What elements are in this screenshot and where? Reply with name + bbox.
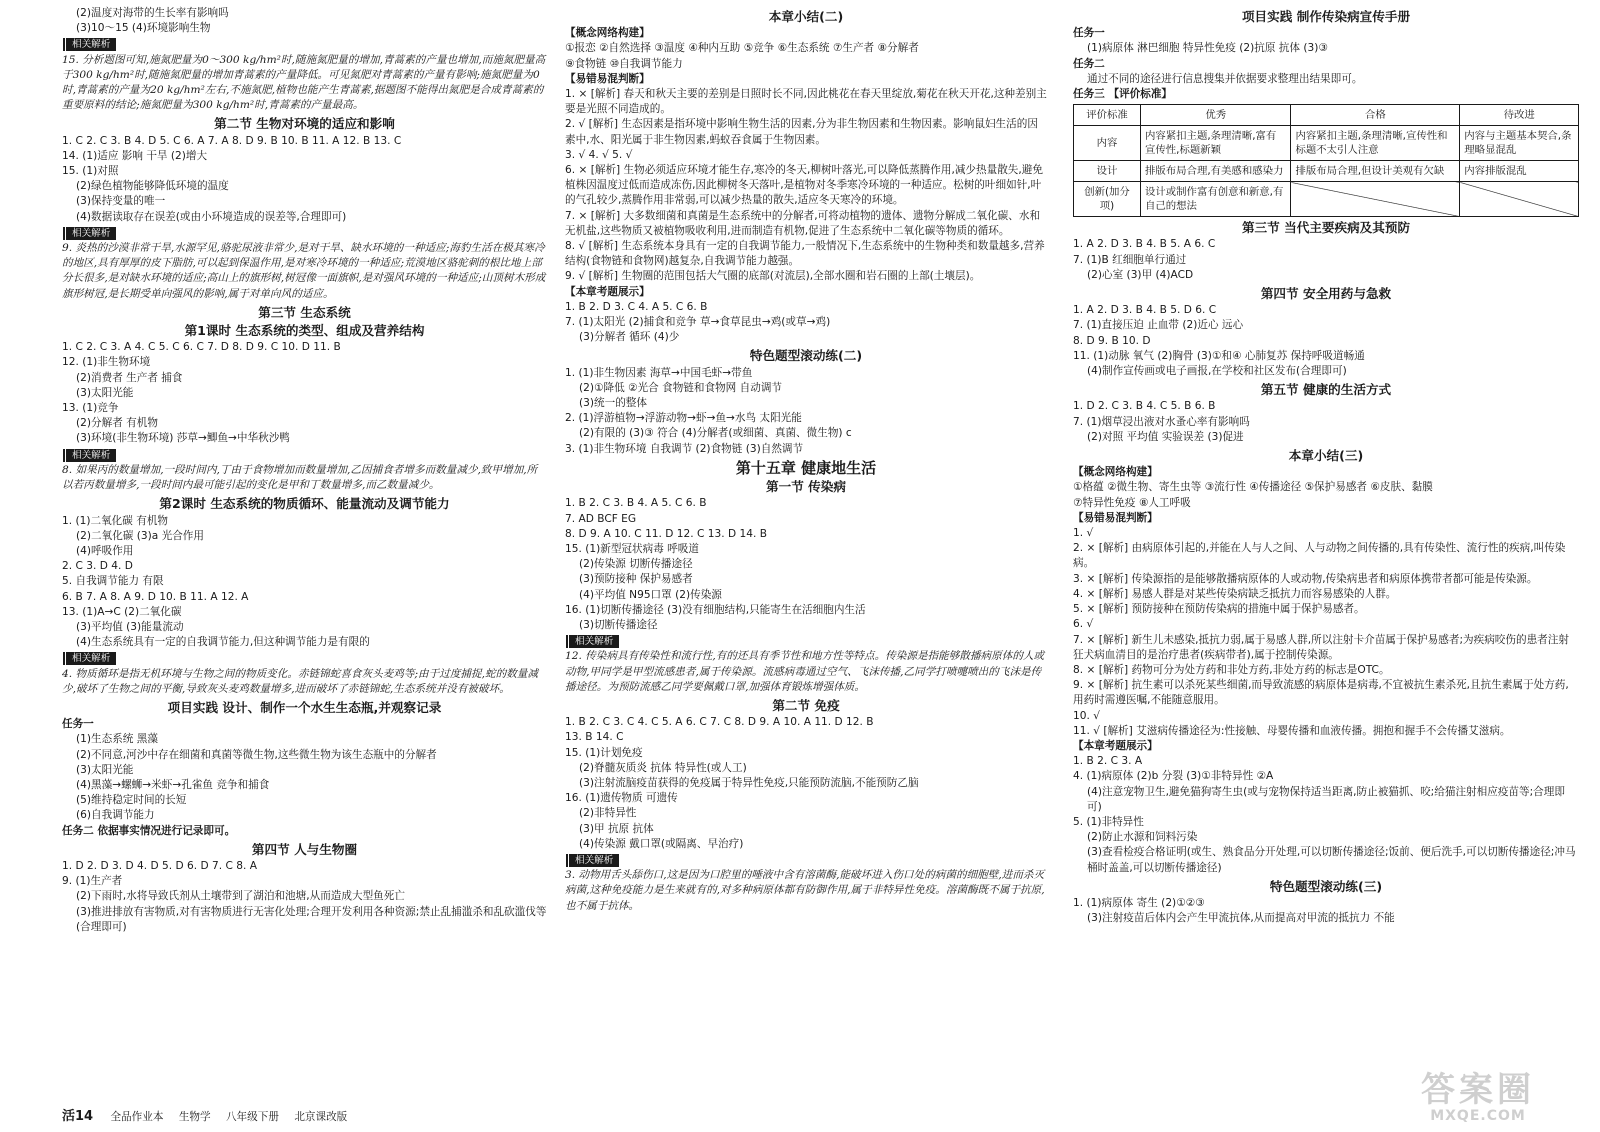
- answer-line: (4)呼吸作用: [76, 544, 134, 557]
- table-cell: 内容排版混乱: [1460, 161, 1579, 182]
- answer-line: 5. 自我调节能力 有限: [62, 575, 164, 588]
- table-cell: 排版布局合理,有美感和感染力: [1141, 161, 1291, 182]
- answer-line: 3. (1)非生物环境 自我调节 (2)食物链 (3)自然调节: [565, 442, 804, 455]
- answer-line: (1)病原体 淋巴细胞 特异性免疫 (2)抗原 抗体 (3)③: [1087, 42, 1328, 55]
- task-label: 任务二 依据事实情况进行记录即可。: [62, 824, 236, 837]
- answer-line: 16. (1)切断传播途径 (3)没有细胞结构,只能寄生在活细胞内生活: [565, 603, 866, 616]
- table-header-cell: 合格: [1291, 105, 1460, 126]
- chapter-heading: 第十五章 健康地生活: [735, 458, 877, 477]
- answer-line: (3)查看检疫合格证明(或生、熟食品分开处理,可以切断传播途径;饭前、便后洗手,可以切断传播途径;冲马桶时盖盖,可以切断传播途径): [1087, 846, 1576, 874]
- analysis-tag: 相关解析: [62, 449, 116, 462]
- task-label: 任务二: [1073, 57, 1105, 70]
- answer-line: 8. D 9. A 10. C 11. D 12. C 13. D 14. B: [565, 527, 768, 540]
- analysis-tag: 相关解析: [62, 652, 116, 665]
- answer-line: 8. D 9. B 10. D: [1073, 334, 1151, 347]
- answer-line: (2)温度对海带的生长率有影响吗: [76, 7, 229, 19]
- answer-line: 13. (1)A→C (2)二氧化碳: [62, 605, 182, 618]
- answer-line: 16. (1)遗传物质 可遗传: [565, 792, 678, 805]
- answer-line: (3)注射流脑疫苗获得的免疫属于特异性免疫,只能预防流脑,不能预防乙脑: [579, 776, 919, 789]
- subsection-label: 【本章考题展示】: [1073, 739, 1158, 752]
- answer-line: (3)甲 抗原 抗体: [579, 822, 654, 835]
- answer-line: 15. (1)计划免疫: [565, 746, 643, 759]
- table-row: [1074, 126, 1579, 161]
- table-row-header: 创新(加分项): [1074, 182, 1141, 217]
- explanation-paragraph: 9. 炎热的沙漠非常干旱,水源罕见,骆驼尿液非常少,是对干旱、缺水环境的一种适应;海豹生活在极其寒冷的地区,具有厚厚的皮下脂肪,可以起到保温作用,是对寒冷环境的一种适应;荒漠地区骆驼刺的根比地上部分长很多,是对缺水环境的适应;高山上的旗形树,树冠像一面旗帜,是对强风环境的一种适应;山顶树木形成旗形树冠,是长期受单向强风的影响,属于对单向风的适应。: [62, 242, 546, 300]
- task-label: 任务一: [62, 718, 94, 731]
- judgement-item: 3. √ 4. √ 5. √: [565, 148, 633, 161]
- analysis-tag: 相关解析: [62, 227, 116, 240]
- table-header-cell: 优秀: [1141, 105, 1291, 126]
- judgement-item: 8. √ [解析] 生态系统本身具有一定的自我调节能力,一般情况下,生态系统中的生物种类和数量越多,营养结构(食物链和食物网)越复杂,自我调节能力越强。: [565, 240, 1045, 268]
- answer-line: (6)自我调节能力: [76, 809, 155, 822]
- watermark-text: 答案圈: [1421, 1070, 1535, 1110]
- table-cell: 设计或制作富有创意和新意,有自己的想法: [1141, 182, 1291, 217]
- judgement-item: 4. × [解析] 易感人群是对某些传染病缺乏抵抗力而容易感染的人群。: [1073, 587, 1397, 600]
- table-row-header: 内容: [1074, 126, 1141, 161]
- lesson-heading: 第1课时 生态系统的类型、组成及营养结构: [184, 323, 425, 339]
- answer-line: (4)注意宠物卫生,避免猫狗寄生虫(或与宠物保持适当距离,防止被猫抓、咬;给猫注射相应疫苗等;合理即可): [1087, 785, 1565, 813]
- answer-line: 1. C 2. C 3. B 4. D 5. C 6. A 7. A 8. D 9. B 10. B 11. A 12. B 13. C: [62, 134, 402, 147]
- answer-line: 9. (1)生产者: [62, 875, 123, 888]
- answer-column-3: [1073, 6, 1579, 1102]
- table-header-cell: 待改进: [1460, 105, 1579, 126]
- answer-line: 12. (1)非生物环境: [62, 356, 151, 369]
- judgement-item: 7. × [解析] 大多数细菌和真菌是生态系统中的分解者,可将动植物的遗体、遗物分解成二氧化碳、水和无机盐,这些物质又被植物吸收利用,进而制造有机物,促进了生态系统中二氧化碳等物质的循环。: [565, 209, 1041, 237]
- subsection-label: 【概念网络构建】: [565, 27, 650, 40]
- subsection-label: 【易错易混判断】: [1073, 511, 1158, 524]
- answer-line: (3)环境(非生物环境) 莎草→鲫鱼→中华秋沙鸭: [76, 432, 290, 445]
- answer-line: 1. (1)病原体 寄生 (2)①②③: [1073, 896, 1205, 909]
- analysis-tag: 相关解析: [62, 38, 116, 51]
- judgement-item: 5. × [解析] 预防接种在预防传染病的措施中属于保护易感者。: [1073, 603, 1365, 616]
- answer-line: 15. (1)新型冠状病毒 呼吸道: [565, 542, 699, 555]
- book-edition: 北京课改版: [294, 1111, 348, 1123]
- analysis-tag: 相关解析: [565, 854, 619, 867]
- answer-line: 7. (1)B 红细胞单行通过: [1073, 253, 1187, 266]
- table-row: [1074, 182, 1579, 217]
- answer-line: 7. (1)直接压迫 止血带 (2)近心 远心: [1073, 319, 1244, 332]
- answer-line: 通过不同的途径进行信息搜集并依据要求整理出结果即可。: [1087, 72, 1363, 85]
- table-cell: 内容与主题基本契合,条理略显混乱: [1460, 126, 1579, 161]
- section-heading: 特色题型滚动练(二): [749, 348, 863, 364]
- section-heading: 第四节 人与生物圈: [251, 841, 358, 857]
- judgement-item: 2. × [解析] 由病原体引起的,并能在人与人之间、人与动物之间传播的,具有传染性、流行性的疾病,叫传染病。: [1073, 542, 1566, 570]
- answer-line: 13. B 14. C: [565, 731, 624, 744]
- answer-line: ⑦特异性免疫 ⑧人工呼吸: [1073, 496, 1191, 509]
- answer-line: (3)统一的整体: [579, 397, 647, 410]
- answer-line: 7. AD BCF EG: [565, 512, 637, 525]
- answer-line: (4)黑藻→螺蛳→米虾→孔雀鱼 竞争和捕食: [76, 778, 270, 791]
- subsection-label: 【易错易混判断】: [565, 72, 650, 85]
- answer-line: (4)传染源 戴口罩(或隔离、早治疗): [579, 837, 744, 850]
- page-footer: [62, 1105, 359, 1124]
- judgement-item: 10. √: [1073, 709, 1100, 722]
- answer-line: 2. C 3. D 4. D: [62, 560, 133, 573]
- answer-line: 14. (1)适应 影响 干旱 (2)增大: [62, 149, 208, 162]
- subsection-label: 【概念网络构建】: [1073, 466, 1158, 479]
- answer-line: 1. A 2. D 3. B 4. B 5. D 6. C: [1073, 304, 1217, 317]
- answer-line: (2)消费者 生产者 捕食: [76, 371, 183, 384]
- answer-line: (2)心室 (3)甲 (4)ACD: [1087, 268, 1194, 281]
- page-number: 活14: [62, 1109, 94, 1124]
- answer-line: (2)对照 平均值 实验误差 (3)促进: [1087, 430, 1244, 443]
- judgement-item: 6. √: [1073, 618, 1094, 631]
- answer-line: 2. (1)浮游植物→浮游动物→虾→鱼→水鸟 太阳光能: [565, 412, 802, 425]
- table-row: [1074, 161, 1579, 182]
- judgement-item: 6. × [解析] 生物必须适应环境才能生存,寒冷的冬天,柳树叶落光,可以降低蒸腾作用,减少热量散失,避免植株因温度过低而造成冻伤,因此柳树冬天落叶,是植物对冬季寒冷环境的一种适应。松树的叶细如针,叶的气孔较少,蒸腾作用非常弱,可以减少热量的散失,适应冬天寒冷的环境。: [565, 164, 1043, 207]
- answer-line: 1. D 2. D 3. D 4. D 5. D 6. D 7. C 8. A: [62, 859, 257, 872]
- answer-line: 1. B 2. C 3. A: [1073, 755, 1143, 768]
- answer-line: (4)生态系统具有一定的自我调节能力,但这种调节能力是有限的: [76, 636, 370, 649]
- subsection-label: 【本章考题展示】: [565, 285, 650, 298]
- answer-line: (2)传染源 切断传播途径: [579, 558, 693, 571]
- answer-line: 1. B 2. C 3. C 4. C 5. A 6. C 7. C 8. D 9. A 10. A 11. D 12. B: [565, 716, 874, 729]
- answer-line: (3)注射疫苗后体内会产生甲流抗体,从而提高对甲流的抵抗力 不能: [1087, 912, 1395, 925]
- watermark-url: MXQE.COM: [1430, 1108, 1526, 1124]
- answer-line: 1. D 2. C 3. B 4. C 5. B 6. B: [1073, 400, 1216, 413]
- judgement-item: 11. √ [解析] 艾滋病传播途径为:性接触、母婴传播和血液传播。拥抱和握手不会传播艾滋病。: [1073, 724, 1511, 737]
- answer-line: 1. B 2. C 3. B 4. A 5. C 6. B: [565, 497, 707, 510]
- table-cell-empty: [1460, 182, 1579, 217]
- answer-line: (4)数据读取存在误差(或由小环境造成的误差等,合理即可): [76, 210, 347, 223]
- chapter-summary-heading: 本章小结(二): [768, 9, 844, 24]
- answer-line: ①报恋 ②自然选择 ③温度 ④种内互助 ⑤竞争 ⑥生态系统 ⑦生产者 ⑧分解者: [565, 42, 919, 55]
- section-heading: 第四节 安全用药与急救: [1260, 286, 1392, 302]
- answer-line: (3)保持变量的唯一: [76, 195, 166, 208]
- table-cell-empty: [1291, 182, 1460, 217]
- answer-line: (3)切断传播途径: [579, 618, 658, 631]
- evaluation-table: [1073, 104, 1579, 217]
- section-heading: 第五节 健康的生活方式: [1260, 382, 1392, 398]
- answer-line: (2)防止水源和饲料污染: [1087, 831, 1198, 844]
- book-series: 全品作业本: [110, 1111, 164, 1123]
- chapter-summary-heading: 本章小结(三): [1288, 448, 1364, 464]
- section-heading: 第一节 传染病: [766, 479, 846, 495]
- answer-line: 1. B 2. D 3. C 4. A 5. C 6. B: [565, 300, 708, 313]
- answer-line: 13. (1)竞争: [62, 402, 119, 415]
- judgement-item: 7. × [解析] 新生儿未感染,抵抗力弱,属于易感人群,所以注射卡介苗属于保护易感者;为疾病咬伤的患者注射狂犬病血清目的是治疗患者(疾病带者),属于控制传染源。: [1073, 633, 1569, 661]
- section-heading: 第二节 生物对环境的适应和影响: [214, 116, 395, 132]
- judgement-item: 9. √ [解析] 生物圈的范围包括大气圈的底部(对流层),全部水圈和岩石圈的上部(土壤层)。: [565, 270, 981, 283]
- table-cell: 内容紧扣主题,条理清晰,富有宣传性,标题新颖: [1141, 126, 1291, 161]
- answer-line: (3)推进排放有害物质,对有害物质进行无害化处理;合理开发利用各种资源;禁止乱捕滥杀和乱砍滥伐等(合理即可): [76, 905, 547, 933]
- answer-line: (3)太阳光能: [76, 763, 134, 776]
- answer-line: (1)生态系统 黑藻: [76, 733, 158, 746]
- book-grade: 八年级下册: [225, 1111, 279, 1123]
- section-heading: 第二节 免疫: [772, 697, 840, 713]
- judgement-item: 9. × [解析] 抗生素可以杀死某些细菌,而导致流感的病原体是病毒,不宜被抗生素杀死,且抗生素属于处方药,用药时需遵医嘱,不能随意服用。: [1073, 679, 1569, 707]
- answer-line: (2)脊髓灰质炎 抗体 特异性(或人工): [579, 761, 747, 774]
- explanation-paragraph: 12. 传染病具有传染性和流行性,有的还具有季节性和地方性等特点。传染源是指能够散播病原体的人或动物,甲同学是甲型流感患者,属于传染源。流感病毒通过空气、飞沫传播,乙同学打喷嚏喷出的飞沫是传播途径。为预防流感乙同学要佩戴口罩,加强体育锻炼增强体质。: [565, 650, 1045, 693]
- answer-line: (2)绿色植物能够降低环境的温度: [76, 180, 229, 193]
- answer-column-1: [62, 6, 547, 1102]
- judgement-item: 1. √: [1073, 527, 1094, 540]
- table-row-header: 设计: [1074, 161, 1141, 182]
- explanation-paragraph: 15. 分析题图可知,施氮肥量为0～300 kg/hm²时,随施氮肥量的增加,青蒿素的产量也增加,而施氮肥量高于300 kg/hm²时,随施氮肥量的增加青蒿素的产量降低。可见氮肥对青蒿素的产量有影响;施氮肥量为0时,青蒿素的产量为20 kg/hm²左右,不施氮肥,植物也能产生青蒿素,据题图不能得出氮肥是合成青蒿素的重要原料的结论;施氮肥量为300 kg/hm²时,青蒿素的产量最高。: [62, 53, 546, 112]
- answer-line: (2)下雨时,水将导致氏剂从土壤带到了湖泊和池塘,从而造成大型鱼死亡: [76, 890, 405, 903]
- answer-line: ①格蕴 ②微生物、寄生虫等 ③流行性 ④传播途径 ⑤保护易感者 ⑥皮肤、黏膜: [1073, 481, 1433, 494]
- answer-line: 11. (1)动脉 氧气 (2)胸骨 (3)①和④ 心肺复苏 保持呼吸道畅通: [1073, 349, 1365, 362]
- answer-line: (4)制作宣传画或电子画报,在学校和社区发布(合理即可): [1087, 365, 1347, 378]
- analysis-tag: 相关解析: [565, 635, 619, 648]
- answer-line: 1. (1)二氧化碳 有机物: [62, 514, 169, 527]
- answer-line: (2)①降低 ②光合 食物链和食物网 自动调节: [579, 381, 783, 394]
- section-heading: 特色题型滚动练(三): [1269, 878, 1383, 894]
- task-label: 任务三 【评价标准】: [1073, 88, 1173, 101]
- table-cell: 排版布局合理,但设计美观有欠缺: [1291, 161, 1460, 182]
- answer-line: (3)分解者 循环 (4)少: [579, 331, 680, 344]
- answer-line: (5)维持稳定时间的长短: [76, 794, 187, 807]
- section-heading: 项目实践 设计、制作一个水生生态瓶,并观察记录: [167, 699, 442, 715]
- lesson-heading: 第2课时 生态系统的物质循环、能量流动及调节能力: [159, 496, 450, 512]
- explanation-paragraph: 8. 如果丙的数量增加,一段时间内,丁由于食物增加而数量增加,乙因捕食者增多而数量减少,致甲增加,所以若丙数量增多,一段时间内最可能引起的变化是甲和丁数量增多,而乙数量减少。: [62, 463, 538, 492]
- answer-line: 7. (1)烟草浸出液对水蚤心率有影响吗: [1073, 415, 1250, 428]
- answer-line: 5. (1)非特异性: [1073, 815, 1144, 828]
- book-subject: 生物学: [178, 1111, 211, 1123]
- explanation-paragraph: 4. 物质循环是指无机环境与生物之间的物质变化。赤链锦蛇喜食灰头麦鸡等;由于过度捕捉,蛇的数量减少,破坏了生物之间的平衡,导致灰头麦鸡数量增多,进而破坏了赤链锦蛇,生态系统并没有被破坏。: [62, 667, 538, 695]
- table-header-cell: 评价标准: [1074, 105, 1141, 126]
- section-heading: 第三节 当代主要疾病及其预防: [1241, 220, 1411, 236]
- judgement-item: 8. × [解析] 药物可分为处方药和非处方药,非处方药的标志是OTC。: [1073, 663, 1390, 676]
- answer-line: (2)不同意,河沙中存在细菌和真菌等微生物,这些微生物为该生态瓶中的分解者: [76, 748, 437, 761]
- answer-line: (3)平均值 (3)能量流动: [76, 620, 184, 633]
- answer-line: ⑨食物链 ⑩自我调节能力: [565, 57, 683, 70]
- judgement-item: 1. × [解析] 春天和秋天主要的差别是日照时长不同,因此桃花在春天里绽放,菊花在秋天开花,这种差别主要是光照不同造成的。: [565, 88, 1047, 116]
- answer-line: (2)分解者 有机物: [76, 417, 158, 430]
- answer-line: 1. C 2. C 3. A 4. C 5. C 6. C 7. D 8. D 9. C 10. D 11. B: [62, 341, 341, 354]
- judgement-item: 2. √ [解析] 生态因素是指环境中影响生物生活的因素,分为非生物因素和生物因素。影响鼠妇生活的因素中,水、阳光属于非生物因素,蚂蚁吞食属于生物因素。: [565, 118, 1038, 146]
- table-cell: 内容紧扣主题,条理清晰,宣传性和标题不太引人注意: [1291, 126, 1460, 161]
- answer-line: (2)非特异性: [579, 807, 637, 820]
- table-header-row: [1074, 105, 1579, 126]
- judgement-item: 3. × [解析] 传染源指的是能够散播病原体的人或动物,传染病患者和病原体携带者都可能是传染源。: [1073, 572, 1538, 585]
- answer-line: (4)平均值 N95口罩 (2)传染源: [579, 588, 722, 601]
- answer-column-2: [565, 6, 1047, 1102]
- section-heading: 第三节 生态系统: [258, 304, 351, 320]
- answer-line: 6. B 7. A 8. A 9. D 10. B 11. A 12. A: [62, 590, 249, 603]
- answer-line: 1. A 2. D 3. B 4. B 5. A 6. C: [1073, 238, 1216, 251]
- explanation-paragraph: 3. 动物用舌头舔伤口,这是因为口腔里的唾液中含有溶菌酶,能破坏进入伤口处的病菌的细胞壁,进而杀灭病菌,这种免疫能力是生来就有的,对多种病原体都有防御作用,属于非特异性免疫。溶菌酶既不属于抗原,也不属于抗体。: [565, 869, 1045, 912]
- answer-line: 7. (1)太阳光 (2)捕食和竞争 草→食草昆虫→鸡(或草→鸡): [565, 316, 831, 329]
- answer-line: (3)太阳光能: [76, 386, 134, 399]
- answer-line: (3)10～15 (4)环境影响生物: [76, 22, 211, 35]
- answer-line: (3)预防接种 保护易感者: [579, 573, 693, 586]
- answer-line: (2)二氧化碳 (3)a 光合作用: [76, 529, 204, 542]
- section-heading: 项目实践 制作传染病宣传手册: [1241, 9, 1411, 24]
- answer-line: 1. (1)非生物因素 海草→中国毛虾→带鱼: [565, 366, 753, 379]
- watermark: [1378, 1072, 1578, 1124]
- answer-line: (2)有限的 (3)③ 符合 (4)分解者(或细菌、真菌、微生物) c: [579, 427, 852, 440]
- answer-line: 4. (1)病原体 (2)b 分裂 (3)①非特异性 ②A: [1073, 770, 1274, 783]
- answer-line: 15. (1)对照: [62, 165, 119, 178]
- task-label: 任务一: [1073, 27, 1105, 40]
